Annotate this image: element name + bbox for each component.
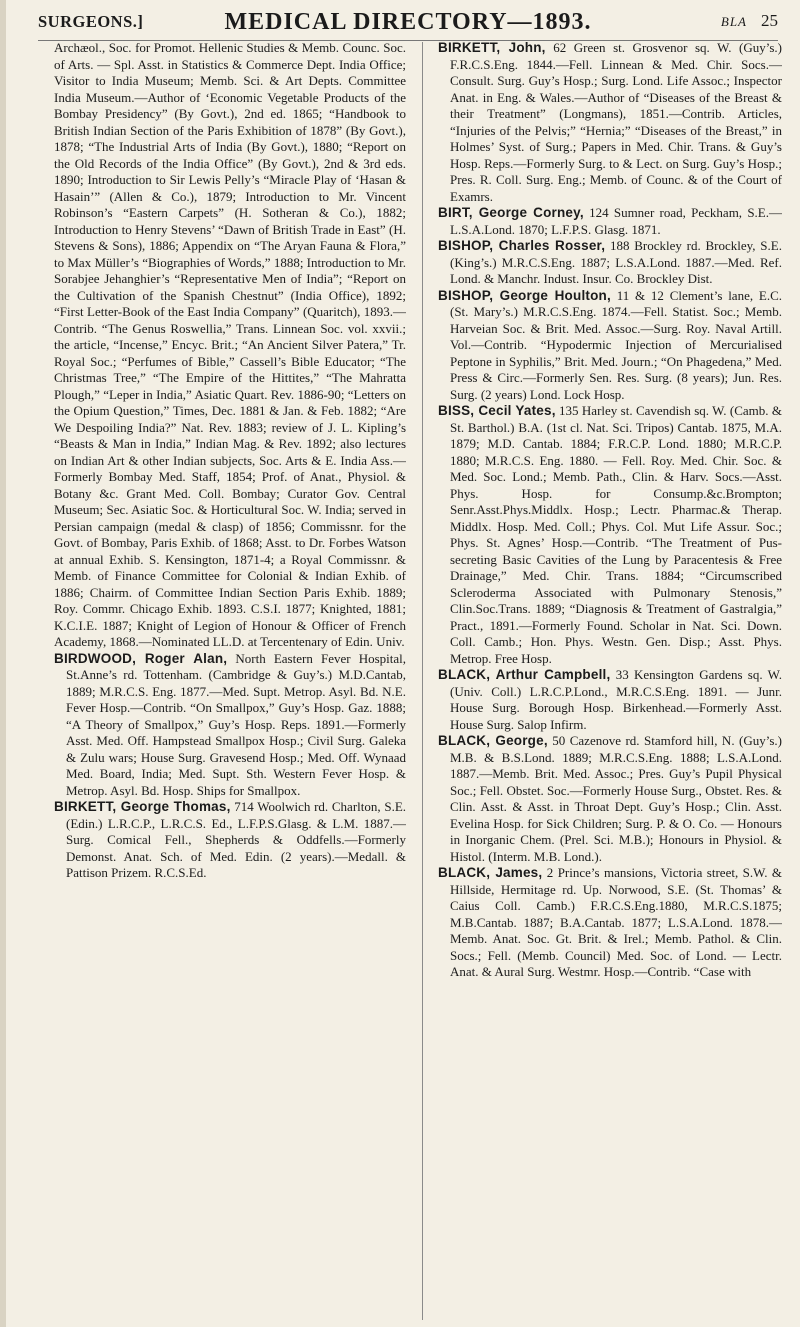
header-right bbox=[721, 11, 778, 31]
header-section-label: SURGEONS.] bbox=[38, 12, 144, 31]
entry-biss-cecil bbox=[438, 403, 782, 667]
header-alpha-abbr: BLA bbox=[720, 14, 747, 29]
entry-text: 62 Green st. Grosvenor sq. W. (Guy’s.) F.R.C.S.Eng. 1844.—Fell. Linnean & Med. Chir. Socs.—Consult. Surg. Guy’s Hosp.; Surg. Lond. Life Assoc.; Inspector Anat. in Eng. & Wales.—Author of “Diseases of the Breast & their Treatment” (Longmans), 1851.—Contrib. Articles, “Injuries of the Pelvis;” “Hernia;” “Diseases of the Breast,” in Holmes’ Syst. of Surg.; Papers in Med. Chir. Trans. & Guy’s Hosp. Reps.—Formerly Surg. to & Lect. on Surg. Guy’s Hosp.; Pres. R. Coll. Surg. Eng.; Memb. of Counc. & of the Court of Examrs. bbox=[450, 40, 782, 204]
entry-black-george bbox=[438, 733, 782, 865]
entry-text: 135 Harley st. Cavendish sq. W. (Camb. & St. Barthol.) B.A. (1st cl. Nat. Sci. Tripos) Cantab. 1875, M.A. 1879; M.D. Cantab. 1884; F.R.C.P. Lond. 1880; M.R.C.P. 1880; M.R.C.S. Eng. 1880. — Fell. Roy. Med. Chir. Soc. & Med. Soc. Lond.; Memb. Path., Clin. & Harv. Socs.—Asst. Phys. Hosp. for Consump.&c.Brompton; Senr.Asst.Phys.Middlx. Hosp.; Lectr. Pharmac.& Therap. Middlx. Hosp. Med. Coll.; Phys. Col. Mut Life Assur. Soc.; Phys. St. Agnes’ Hosp.—Contrib. “The Treatment of Pus-secreting Basic Cavities of the Lung by Paracentesis & Free Drainage,” Med. Chir. Trans. 1884; “Circumscribed Scleroderma Associated with Pulmonary Stenosis,” Clin.Soc.Trans. 1889; “Diagnosis & Treatment of Gastralgia,” Pract., 1891.—Formerly Found. Scholar in Nat. Sci. Down. Coll. Camb.; Hon. Phys. Westn. Gen. Disp.; Asst. Phys. Metrop. Free Hosp. bbox=[450, 403, 782, 666]
entry-text: Archæol., Soc. for Promot. Hellenic Studies & Memb. Counc. Soc. of Arts. — Spl. Asst. in Statistics & Commerce Dept. India Office; Visitor to India Museum; Memb. Sci. & Art Depts. Committee India Museum.—Author of ‘Economic Vegetable Products of the Bombay Presidency” (By Govt.), 2nd ed. 1865; “Handbook to British Indian Section of the Paris Exhibition of 1878” (By Govt.), 1878; “The Industrial Arts of India (By Govt.), 1880; “Report on the Old Records of the India Office” (By Govt.), 2nd & 3rd eds. 1890; Introduction to Sir Lewis Pelly’s “Miracle Play of ‘Hasan & Hasain’” (Allen & Co.), 1879; Introduction to Mr. Vincent Robinson’s “Eastern Carpets” (H. Sotheran & Co.), 1882; Introduction to Henry Stevens’ “Dawn of British Trade in East” (H. Stevens & Sons), 1886; Appendix on “The Aryan Fauna & Flora,” to Max Müller’s “Biographies of Words,” 1888; Introduction to Mr. Sorabjee Jehanghier’s “Representative Men of India”; “Report on the Cultivation of the Spanish Chestnut” (India Office), 1892; “First Letter-Book of the East India Company” (Quaritch), 1893.—Contrib. “The Genus Roswellia,” Trans. Linnean Soc. vol. xxvii.; the article, “Incense,” Encyc. Brit.; “An Ancient Silver Patera,” Tr. Royal Soc.; “Perfumes of Bible,” Cassell’s Bible Educator; “The Christmas Tree,” “The Empire of the Hittites,” “The Mahratta Plough,” “Leper in India,” Asiatic Quart. Rev. 1886-90; “Letters on the Opium Question,” Times, Dec. 1881 & Jan. & Feb. 1882; “Are We Despoiling India?” Nat. Rev. 1883; review of J. L. Kipling’s “Beasts & Man in India,” Indian Mag. & Rev. 1892; also lectures on Indian Art & other Indian subjects, Soc. Arts & E. India Ass.—Formerly Bombay Med. Staff, 1854; Prof. of Anat., Physiol. & Botany &c. Grant Med. Coll. Bombay; Curator Gov. Central Museum; Sec. Asiatic Soc. & Horticultural Soc. W. India; served in Persian campaign (medal & clasp) of 1856; Commissnr. for the Govt. of Bombay, Paris Exhib. of 1868; Asst. to Dr. Forbes Watson at annual Exhib. S. Kensington, 1871-4; a Royal Commissnr. & Memb. of Finance Committee for Colonial & Indian Exhib. of 1886; Chairm. of Committee Indian Section Paris Exhib. 1889; Roy. Commr. Chicago Exhib. 1893. C.S.I. 1877; Knighted, 1881; K.C.I.E. 1887; Knight of Legion of Honour & Officer of French Academy, 1868.—Nominated LL.D. at Tercentenary of Edin. Univ. bbox=[54, 40, 406, 649]
header-title: MEDICAL DIRECTORY—1893. bbox=[224, 9, 592, 35]
entry-text: 714 Woolwich rd. Charlton, S.E. (Edin.) L.R.C.P., L.R.C.S. Ed., L.F.P.S.Glasg. & L.M. 1887.—Surg. Comical Fell., Shepherds & Oddfells.—Formerly Demonst. Anat. Sch. of Med. Edin. (2 years).—Medall. & Pattison Prizem. R.C.S.Ed. bbox=[66, 799, 406, 880]
entry-name: BISHOP, Charles Rosser, bbox=[438, 238, 606, 253]
page-binding-edge bbox=[0, 0, 6, 1327]
entry-name: BLACK, James, bbox=[438, 865, 543, 880]
entry-text: 188 Brockley rd. Brockley, S.E. (King’s.) M.R.C.S.Eng. 1887; L.S.A.Lond. 1887.—Med. Ref. Lond. & Manchr. Indust. Insur. Co. Brockley Dist. bbox=[450, 238, 782, 286]
entry-name: BLACK, Arthur Campbell, bbox=[438, 667, 611, 682]
entry-birdwood-roger bbox=[54, 651, 406, 800]
column-divider bbox=[422, 42, 423, 1320]
right-column bbox=[438, 40, 782, 1322]
entry-name: BISS, Cecil Yates, bbox=[438, 403, 556, 418]
left-column bbox=[54, 40, 406, 1322]
entry-text: 2 Prince’s mansions, Victoria street, S.W. & Hillside, Hermitage rd. Up. Norwood, S.E. (St. Thomas’ & Caius Coll. Camb.) F.R.C.S.Eng.1880, M.R.C.S.1875; M.B.Cantab. 1887; B.A.Cantab. 1877; L.S.A.Lond. 1878.—Memb. Anat. Soc. Gt. Brit. & Irel.; Memb. Pathol. & Clin. Socs.; Fell. (Memb. Council) Med. Soc. of Lond. — Lectr. Anat. & Aural Surg. Westmr. Hosp.—Contrib. “Case with bbox=[450, 865, 782, 979]
entry-continued bbox=[54, 40, 406, 651]
page-number: 25 bbox=[761, 11, 778, 30]
entry-text: North Eastern Fever Hospital, St.Anne’s rd. Tottenham. (Cambridge & Guy’s.) M.D.Cantab, 1889; M.R.C.S. Eng. 1877.—Med. Supt. Metrop. Asyl. Bd. N.E. Fever Hosp.—Contrib. “On Smallpox,” Guy’s Hosp. Gaz. 1888; “A Theory of Smallpox,” Guy’s Hosp. Reps. 1891.—Formerly Asst. Med. Off. Hampstead Smallpox Hosp.; Civil Surg. Galeka & Zulu wars; House Surg. Gravesend Hosp.; Med. Off. Wynaad Med. Board, India; Med. Supt. Sth. Western Fever Hosp. & Metrop. Asyl. Bd. Hosp. Ships for Smallpox. bbox=[66, 650, 406, 798]
entry-black-arthur bbox=[438, 667, 782, 733]
entry-text: 50 Cazenove rd. Stamford hill, N. (Guy’s.) M.B. & B.S.Lond. 1889; M.R.C.S.Eng. 1888; L.S.A.Lond. 1887.—Memb. Brit. Med. Assoc.; Pres. Guy’s Pupil Physical Soc.; Fell. Obstet. Soc.—Formerly House Surg., Obstet. Res. & Clin. Asst. & Asst. in Throat Dept. Guy’s Hosp.; Clin. Asst. Evelina Hosp. for Sick Children; Surg. P. & O. Co. — Honours in Inorganic Chem. (Prel. Sci. M.B.); Honours in Physiol. & Histol. (Interm. M.B. Lond.). bbox=[450, 733, 782, 864]
running-header bbox=[38, 6, 778, 41]
entry-birkett-george bbox=[54, 799, 406, 882]
entry-name: BIRT, George Corney, bbox=[438, 205, 584, 220]
entry-text: 124 Sumner road, Peckham, S.E.—L.S.A.Lond. 1870; L.F.P.S. Glasg. 1871. bbox=[450, 205, 782, 237]
entry-name: BIRDWOOD, Roger Alan, bbox=[54, 650, 228, 666]
entry-name: BLACK, George, bbox=[438, 733, 548, 748]
entry-bishop-george bbox=[438, 288, 782, 404]
entry-birt-george bbox=[438, 205, 782, 238]
entry-bishop-charles bbox=[438, 238, 782, 288]
entry-text: 11 & 12 Clement’s lane, E.C. (St. Mary’s.) M.R.C.S.Eng. 1874.—Fell. Statist. Soc.; Memb. Harveian Soc. & Brit. Med. Assoc.—Surg. Roy. Naval Artill. Vol.—Contrib. “Hypodermic Injection of Mercurialised Peptone in Syphilis,” Brit. Med. Journ.; “On Phagedena,” Med. Press & Circ.—Formerly Sen. Res. Surg. (8 years); Jun. Res. Surg. (2 years) Lond. Lock Hosp. bbox=[450, 287, 782, 402]
entry-name: BIRKETT, George Thomas, bbox=[54, 799, 231, 814]
entry-text: 33 Kensington Gardens sq. W. (Univ. Coll.) L.R.C.P.Lond., M.R.C.S.Eng. 1891. — Junr. House Surg. Borough Hosp. Birkenhead.—Formerly Asst. House Surg. Salop Infirm. bbox=[450, 667, 782, 732]
entry-birkett-john bbox=[438, 40, 782, 205]
entry-name: BISHOP, George Houlton, bbox=[438, 287, 611, 303]
entry-black-james bbox=[438, 865, 782, 981]
entry-name: BIRKETT, John, bbox=[438, 40, 546, 55]
